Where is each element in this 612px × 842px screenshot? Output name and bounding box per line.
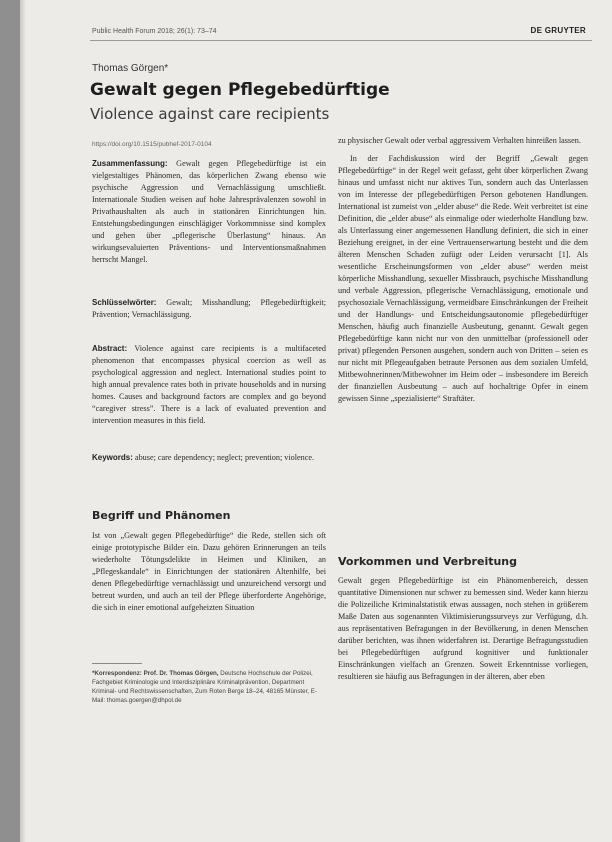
body-paragraph: Ist von „Gewalt gegen Pflegebedürftige“ die Rede, stellen sich oft einige prototypische Bilder ein. Dazu gehören Erinnerungen an teils wiederholte Tötungsdelikte in Heimen und Kliniken, an „Pflegeskandale“ in Einrichtungen der stationären Altenhilfe, bei denen Pflegebedürftige vernachlässigt und unzureichend versorgt und betreut wurden, und auch an teil der Pflege überforderte Angehörige, die sich in einer emotional aufgeheizten Situation <box>92 531 326 612</box>
abstract-english-label: Abstract: <box>92 344 128 353</box>
body-paragraph: In der Fachdiskussion wird der Begriff „Gewalt gegen Pflegebedürftige“ in der Regel weit gefasst, geht über körperlichen Zwang hinaus und umfasst nicht nur aktives Tun, sondern auch das Unterlassen von im Interesse der pflegebedürftigen Person gebotenen Handlungen. International ist zumeist von „elder abuse“ die Rede. Weit verbreitet ist eine Definition, die „elder abuse“ als einmalige oder wiederholte Handlung bzw. als Unterlassung einer angemessenen Handlung definiert, die sich in einer Beziehung ereignet, in der eine Vertrauenserwartung besteht und die dem älteren Menschen Schaden zufügt oder Leiden verursacht [1]. Als wesentliche Erscheinungsformen von „elder abuse“ werden meist körperliche Misshandlung, sexueller Missbrauch, psychische Misshandlung und verbale Aggression, pflegerische Vernachlässigung, emotionale und psychosoziale Vernachlässigung, vermeidbare Einschränkungen der Freiheit und der Handlungs- und Entscheidungsautonomie pflegebedürftiger Menschen, häufig auch finanzielle Ausbeutung, genannt. Gewalt gegen Pflegebedürftige kann nicht nur von den unmittelbar (professionell oder privat) pflegenden Personen ausgehen, sondern auch von Dritten – seien es nur nicht mit Pflegeaufgaben betraute Personen aus dem sozialen Umfeld, Mitbewohnerinnen/Mitbewohner im Heim oder – insbesondere im Bereich der finanziellen Ausbeutung – auch auf hochaltrige Opfer in einem gewissen Sinne „spezialisierte“ Straftäter. <box>338 154 588 403</box>
abstract-german-text: Gewalt gegen Pflegebedürftige ist ein vielgestaltiges Phänomen, das körperlichen Zwang ebenso wie psychische Aggression und Vernachlässigung umschließt. Internationale Studien weisen auf hohe Jahresprävalenzen sowohl in Privathaushalten als auch in stationären Einrichtungen hin. Entstehungsbedingungen einschlägiger Vorkommnisse sind komplex und gehen über „pflegerische Überlastung“ hinaus. An wirkungsevaluierten Präventions- und Interventionsmaßnahmen herrscht Mangel. <box>92 159 327 264</box>
body-paragraph: Gewalt gegen Pflegebedürftige ist ein Phänomenbereich, dessen quantitative Dimensionen nur schwer zu bemessen sind. Weder kann hierzu die Polizeiliche Kriminalstatistik etwas aussagen, noch stehen in größerem Maße Daten aus sogenannten Viktimisierungssurveys zur Verfügung, d.h. aus repräsentativen Befragungen in der Bevölkerung, in denen Menschen darüber berichten, was ihnen widerfahren ist. Derartige Befragungsstudien bei Pflegebedürftigen aufgrund kognitiver und funktionaler Einschränkungen vielfach an Grenzen. Soweit Erkenntnisse vorliegen, resultieren sie häufig aus Befragungen in der älteren, aber eben <box>338 576 588 681</box>
doi-link[interactable]: https://doi.org/10.1515/pubhef-2017-0104 <box>92 141 212 148</box>
article-title: Gewalt gegen Pflegebedürftige <box>90 80 390 100</box>
abstract-german-label: Zusammenfassung: <box>92 159 168 168</box>
journal-page <box>20 0 612 842</box>
abstract-english-text: Violence against care recipients is a multifaceted phenomenon that encompasses physical coercion as well as psychological aggression and neglect. International studies point to high annual prevalence rates both in private households and in nursing homes. Causes and background factors are complex and go beyond “caregiver stress”. There is a lack of evaluated prevention and intervention measures in this field. <box>92 344 326 425</box>
keywords-german <box>92 297 326 321</box>
abstract-german <box>92 158 326 266</box>
header-divider <box>90 40 592 41</box>
running-head: Public Health Forum 2018; 26(1): 73–74 <box>92 28 217 35</box>
footnote-label: *Korrespondenz: Prof. Dr. Thomas Görgen, <box>92 670 219 677</box>
keywords-english-label: Keywords: <box>92 453 133 462</box>
section-heading-begriff: Begriff und Phänomen <box>92 509 231 522</box>
right-column-body <box>338 135 588 411</box>
section-heading-vorkommen: Vorkommen und Verbreitung <box>338 555 518 568</box>
correspondence-footnote <box>92 669 328 705</box>
section-begriff-body <box>92 530 326 620</box>
section-vorkommen-body <box>338 575 588 689</box>
keywords-german-label: Schlüsselwörter: <box>92 298 157 307</box>
article-subtitle: Violence against care recipients <box>90 105 330 123</box>
abstract-english <box>92 343 326 427</box>
keywords-german-text: Gewalt; Misshandlung; Pflegebedürftigkeit; Prävention; Vernachlässigung. <box>92 298 327 319</box>
article-author: Thomas Görgen* <box>92 63 169 74</box>
keywords-english <box>92 452 326 464</box>
keywords-english-text: abuse; care dependency; neglect; prevention; violence. <box>134 453 315 462</box>
footnote-text: Deutsche Hochschule der Polizei, Fachgebiet Kriminologie und Interdisziplinäre Kriminalprävention, Department Kriminal- und Rechtswissenschaften, Zum Roten Berge 18–24, 48165 Münster, E-Mail: thomas.goergen@dhpol.de <box>92 670 317 704</box>
footnote-divider <box>92 663 142 664</box>
publisher-logo: DE GRUYTER <box>530 26 586 35</box>
body-paragraph: zu physischer Gewalt oder verbal aggressivem Verhalten hinreißen lassen. <box>338 136 581 145</box>
